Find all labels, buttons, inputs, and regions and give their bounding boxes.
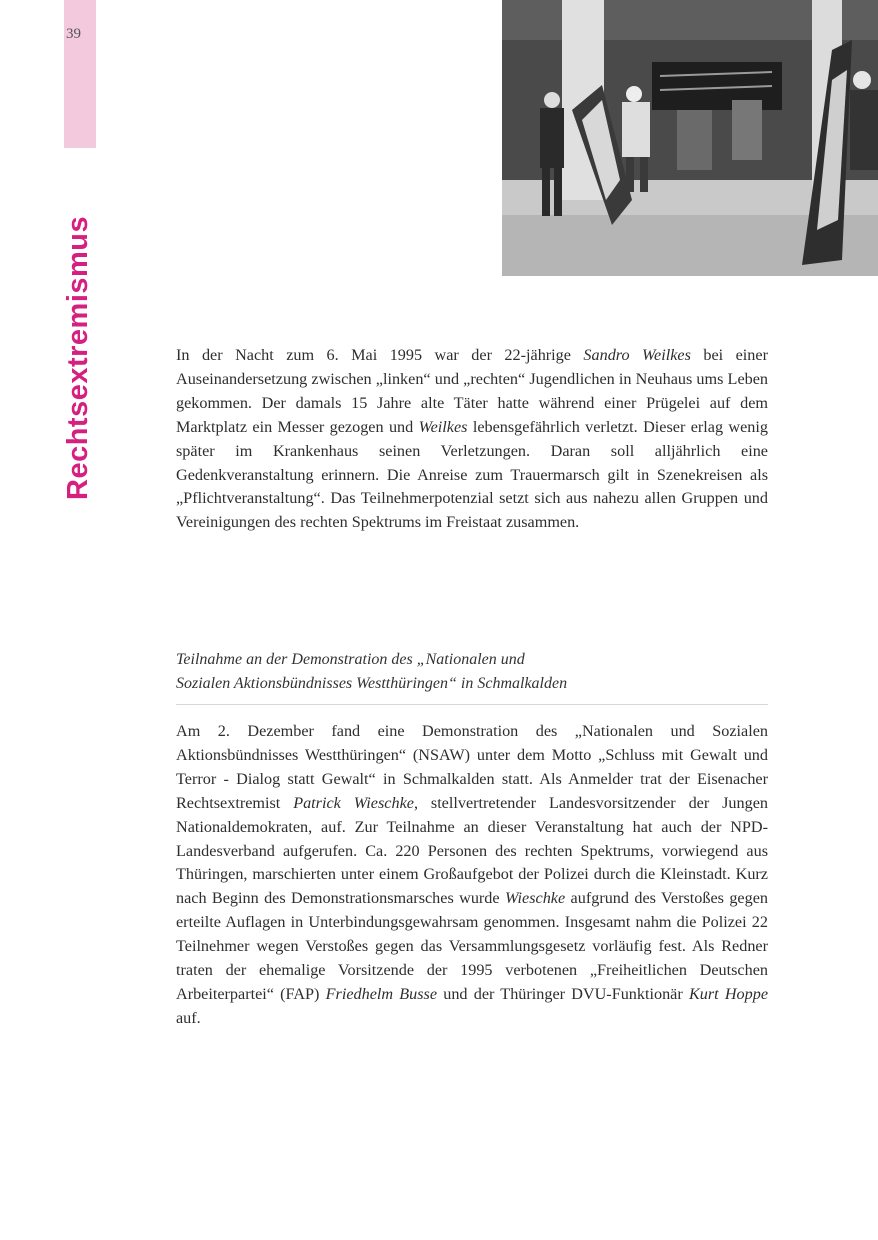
- person-name: Kurt Hoppe: [688, 984, 768, 1003]
- person-name: Sandro Weilkes: [583, 346, 691, 364]
- paragraph-neuhaus: [176, 344, 768, 535]
- paragraph-text: , stellvertretender Landesvorsitzender der Jungen Nationaldemokraten, auf. Zur Teilnahme an dieser Veranstaltung hat auch der NPD-Landesverband aufgerufen. Ca. 220 Personen des rechten Spektrums, vorwiegend aus Thüringen, marschierten unter einem Großaufgebot der Polizei durch die Kleinstadt. Kurz nach Beginn des Demonstrationsmarsches wurde: [176, 793, 768, 908]
- paragraph-text: aufgrund des Verstoßes gegen erteilte Auflagen in Unterbindungsgewahrsam genommen. Insgesamt nahm die Polizei 22 Teilnehmer wegen Verstoßes gegen das Versammlungsgesetz vorläufig fest. Als Redner traten der ehemalige Vorsitzende der 1995 verbotenen „Freiheitlichen Deutschen Arbeiterpartei“ (FAP): [176, 889, 768, 1003]
- section-title: Rechtsextremismus: [62, 215, 94, 500]
- paragraph-text: Am 2. Dezember fand eine Demonstration des „Nationalen und Sozialen Aktionsbündnisses Westthüringen“ (NSAW) unter dem Motto „Schluss mit Gewalt und Terror - Dialog statt Gewalt“ in Schmalkalden statt. Als Anmelder trat der Eisenacher Rechtsextremist: [176, 722, 768, 812]
- paragraph-text: auf.: [176, 1008, 201, 1027]
- person-name: Weilkes: [418, 417, 468, 436]
- paragraph-text: In der Nacht zum 6. Mai 1995 war der 22-jährige: [176, 346, 584, 364]
- person-name: Patrick Wieschke: [293, 793, 414, 812]
- subheading-line: Teilnahme an der Demonstration des „Nationalen und: [176, 651, 525, 668]
- page-number: 39: [66, 26, 81, 42]
- paragraph-text: bei einer Auseinandersetzung zwischen „linken“ und „rechten“ Jugendlichen in Neuhaus ums Leben gekommen. Der damals 15 Jahre alte Täter hatte während einer Prügelei auf dem Marktplatz ein Messer gezogen und: [176, 346, 768, 436]
- paragraph-text: lebensgefährlich verletzt. Dieser erlag wenig später im Krankenhaus seinen Verletzungen. Daran soll alljährlich eine Gedenkveranstaltung erinnern. Die Anreise zum Trauermarsch gilt in Szenekreisen als „Pflichtveranstaltung“. Das Teilnehmerpotenzial setzt sich aus nahezu allen Gruppen und Vereinigungen des rechten Spektrums im Freistaat zusammen.: [176, 417, 768, 532]
- paragraph-text: und der Thüringer DVU-Funktionär: [437, 984, 689, 1003]
- demonstration-photo: [502, 0, 878, 276]
- person-name: Friedhelm Busse: [325, 984, 438, 1003]
- divider: [176, 704, 768, 705]
- section-subheading: [176, 648, 768, 696]
- person-name: Wieschke: [504, 889, 566, 908]
- photo-illustration: [502, 0, 878, 276]
- page-tab-marker: [64, 0, 96, 148]
- paragraph-schmalkalden: [176, 720, 768, 1031]
- subheading-line: Sozialen Aktionsbündnisses Westthüringen“ in Schmalkalden: [176, 675, 568, 692]
